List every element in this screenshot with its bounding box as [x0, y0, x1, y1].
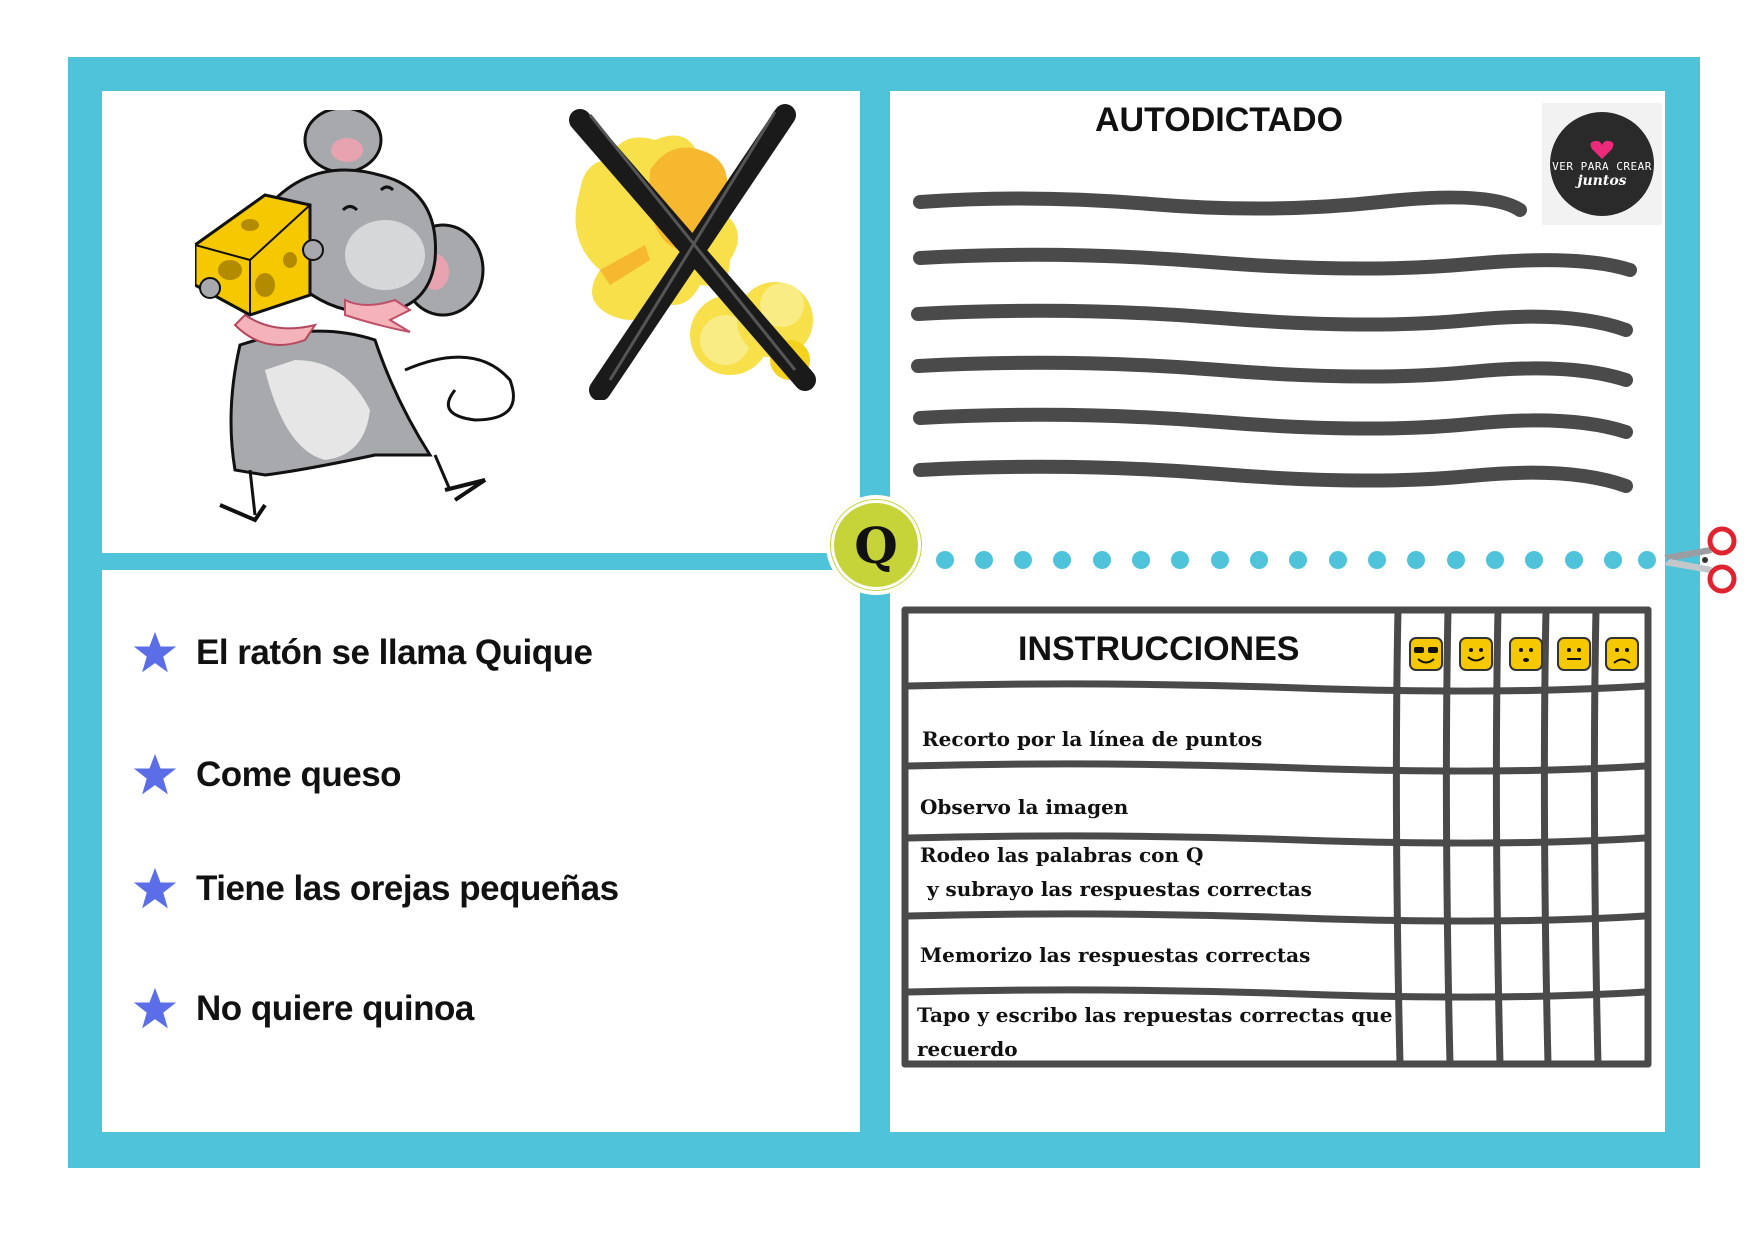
star-icon — [132, 630, 178, 676]
instruction-row-4: Memorizo las respuestas correctas — [920, 943, 1311, 967]
statement-text: El ratón se llama Quique — [196, 633, 593, 672]
autodictado-title: AUTODICTADO — [1095, 101, 1344, 139]
star-icon — [132, 752, 178, 798]
quinoa-crossed-out-icon — [560, 100, 840, 400]
statement-text: Tiene las orejas pequeñas — [196, 869, 619, 908]
star-icon — [132, 866, 178, 912]
instruction-row-2: Observo la imagen — [920, 795, 1129, 819]
letter-badge-label: Q — [831, 500, 921, 590]
instruction-row-5b: recuerdo — [917, 1037, 1018, 1061]
worried-face-icon — [1509, 637, 1543, 671]
logo-line1: VER PARA CREAR — [1552, 159, 1652, 173]
logo-line2: juntos — [1577, 172, 1627, 189]
statement-2 — [132, 752, 401, 798]
sad-face-icon — [1605, 637, 1639, 671]
instructions-title: INSTRUCCIONES — [1018, 630, 1300, 668]
cut-line-dots — [936, 551, 1656, 569]
instruction-row-5a: Tapo y escribo las repuestas correctas que — [917, 1003, 1393, 1027]
scissors-icon — [1660, 525, 1740, 595]
letter-badge — [826, 495, 926, 595]
instruction-row-1: Recorto por la línea de puntos — [922, 727, 1263, 751]
statement-4 — [132, 986, 474, 1032]
neutral-face-icon — [1557, 637, 1591, 671]
star-icon — [132, 986, 178, 1032]
mouse-with-cheese-illustration — [195, 110, 535, 535]
writing-lines — [910, 180, 1640, 510]
instruction-row-3a: Rodeo las palabras con Q — [920, 843, 1204, 867]
smile-face-icon — [1459, 637, 1493, 671]
statement-text: No quiere quinoa — [196, 989, 474, 1028]
statement-1 — [132, 630, 592, 676]
instruction-row-3b: y subrayo las respuestas correctas — [920, 877, 1312, 901]
cool-face-icon — [1409, 637, 1443, 671]
heart-icon — [1590, 140, 1614, 160]
statement-3 — [132, 866, 619, 912]
statement-text: Come queso — [196, 755, 402, 794]
